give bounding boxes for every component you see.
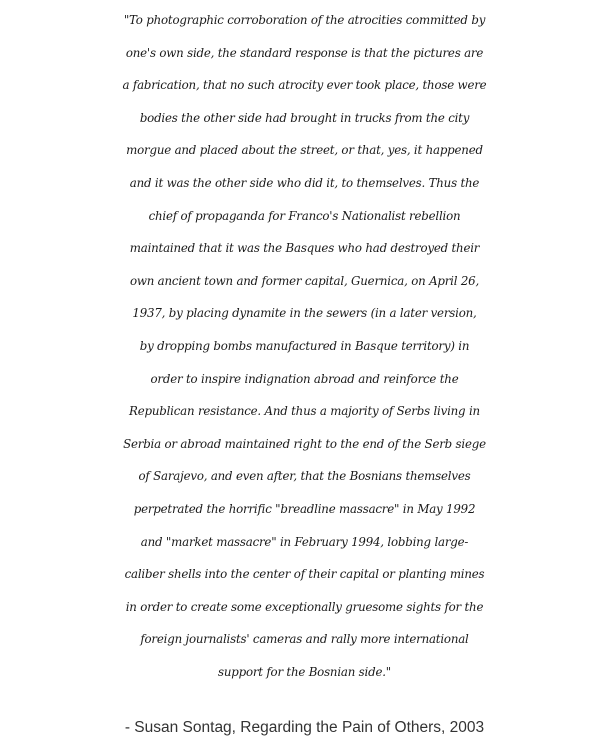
quote-line: "To photographic corroboration of the atrocities committed by — [123, 13, 486, 27]
attribution: - Susan Sontag, Regarding the Pain of Others, 2003 — [124, 719, 485, 736]
quote-line: chief of propaganda for Franco's Nationalist rebellion — [148, 208, 461, 223]
quote-text — [2, 4, 607, 688]
quote-line: in order to create some exceptionally gruesome sights for the — [125, 599, 484, 614]
quote-line: one's own side, the standard response is that the pictures are — [125, 45, 484, 60]
quote-line: order to inspire indignation abroad and reinforce the — [150, 371, 459, 386]
quote-line: Republican resistance. And thus a majority of Serbs living in — [129, 404, 480, 419]
quote-line: foreign journalists' cameras and rally more international — [140, 632, 469, 647]
quote-line: caliber shells into the center of their capital or planting mines — [124, 567, 485, 582]
quote-line: own ancient town and former capital, Guernica, on April 26, — [129, 273, 480, 288]
quote-line: perpetrated the horrific "breadline massacre" in May 1992 — [133, 501, 476, 516]
quote-line: by dropping bombs manufactured in Basque territory) in — [139, 338, 470, 353]
quote-line: a fabrication, that no such atrocity ever took place, those were — [122, 78, 487, 93]
quote-line: and "market massacre" in February 1994, lobbing large- — [140, 534, 469, 549]
quote-line: maintained that it was the Basques who had destroyed their — [129, 241, 480, 256]
quote-line: morgue and placed about the street, or that, yes, it happened — [126, 143, 483, 158]
quote-line: Serbia or abroad maintained right to the end of the Serb siege — [123, 436, 486, 451]
quote-line: of Sarajevo, and even after, that the Bosnians themselves — [138, 469, 471, 484]
quote-line: support for the Bosnian side." — [217, 664, 392, 679]
quote-line: bodies the other side had brought in trucks from the city — [139, 110, 470, 125]
quote-line: 1937, by placing dynamite in the sewers (in a later version, — [132, 306, 477, 321]
quote-line: and it was the other side who did it, to themselves. Thus the — [129, 175, 480, 190]
